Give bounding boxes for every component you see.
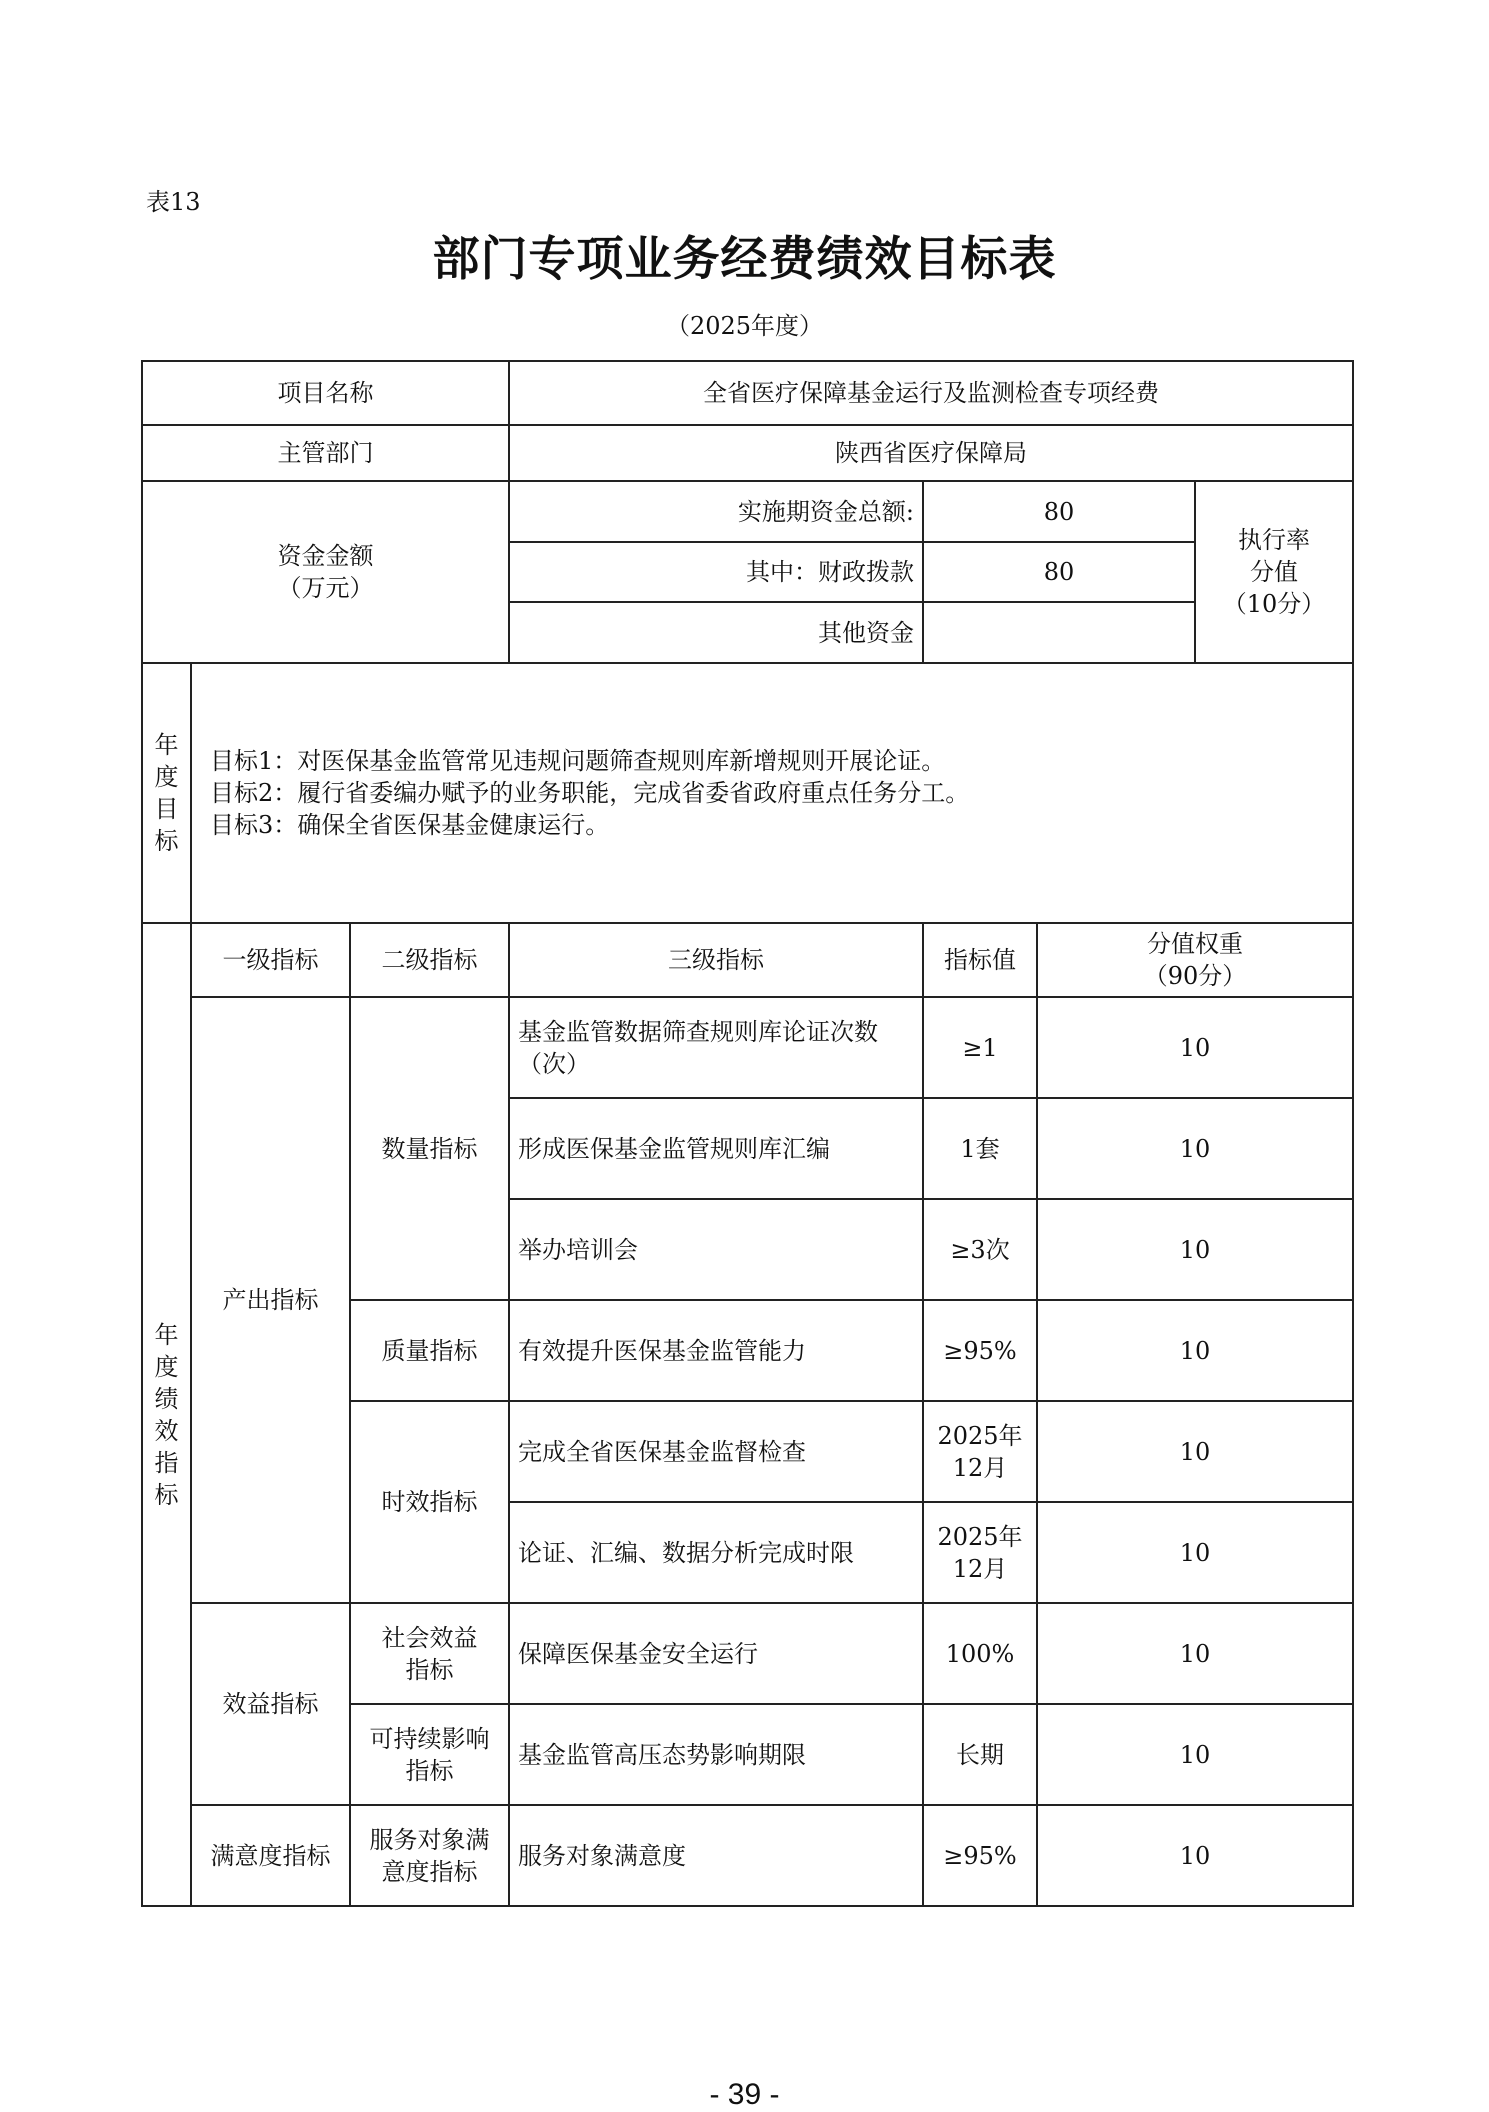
indicator-value xyxy=(923,1401,1037,1502)
funds-label xyxy=(142,481,509,663)
group-satisfaction: 满意度指标 xyxy=(191,1805,350,1906)
indicator-name: 服务对象满意度 xyxy=(509,1805,923,1906)
subgroup-timeliness: 时效指标 xyxy=(350,1401,509,1603)
indicator-score: 10 xyxy=(1037,1704,1353,1805)
project-name-row xyxy=(142,361,1353,425)
subgroup-sustain xyxy=(350,1704,509,1805)
goal-item: 目标2：履行省委编办赋予的业务职能，完成省委省政府重点任务分工。 xyxy=(210,779,970,807)
funds-fiscal-label: 其中：财政拨款 xyxy=(509,542,923,602)
department-row xyxy=(142,425,1353,481)
indicator-score: 10 xyxy=(1037,1098,1353,1199)
header-level2: 二级指标 xyxy=(350,923,509,997)
indicator-name: 基金监管数据筛查规则库论证次数（次） xyxy=(509,997,923,1098)
execution-rate-score xyxy=(1195,481,1353,663)
indicator-name: 论证、汇编、数据分析完成时限 xyxy=(509,1502,923,1603)
indicator-score: 10 xyxy=(1037,1300,1353,1401)
indicator-value-year: 2025年 xyxy=(937,1522,1023,1551)
indicator-value-year: 2025年 xyxy=(937,1421,1023,1450)
header-weight xyxy=(1037,923,1353,997)
annual-goal-content xyxy=(191,663,1353,923)
group-output: 产出指标 xyxy=(191,997,350,1603)
indicator-header-row xyxy=(142,923,1353,997)
department-value: 陕西省医疗保障局 xyxy=(509,425,1353,481)
header-level1: 一级指标 xyxy=(191,923,350,997)
indicator-score: 10 xyxy=(1037,997,1353,1098)
table-row xyxy=(142,1603,1353,1704)
department-label: 主管部门 xyxy=(142,425,509,481)
goal-item: 目标3：确保全省医保基金健康运行。 xyxy=(210,811,610,839)
table-row xyxy=(142,1805,1353,1906)
indicator-score: 10 xyxy=(1037,1805,1353,1906)
funds-other-value xyxy=(923,602,1195,663)
funds-other-label: 其他资金 xyxy=(509,602,923,663)
annual-goal-label: 年度目标 xyxy=(142,663,191,923)
indicator-name: 形成医保基金监管规则库汇编 xyxy=(509,1098,923,1199)
indicator-score: 10 xyxy=(1037,1199,1353,1300)
indicator-name: 有效提升医保基金监管能力 xyxy=(509,1300,923,1401)
header-value: 指标值 xyxy=(923,923,1037,997)
table-row xyxy=(142,997,1353,1098)
indicator-score: 10 xyxy=(1037,1603,1353,1704)
project-name-value: 全省医疗保障基金运行及监测检查专项经费 xyxy=(509,361,1353,425)
group-benefit: 效益指标 xyxy=(191,1603,350,1805)
project-name-label: 项目名称 xyxy=(142,361,509,425)
subgroup-social-line2: 指标 xyxy=(405,1655,454,1684)
funds-fiscal-value: 80 xyxy=(923,542,1195,602)
score-label: 分值 xyxy=(1250,558,1299,586)
indicator-value: ≥3次 xyxy=(923,1199,1037,1300)
subgroup-quality: 质量指标 xyxy=(350,1300,509,1401)
subgroup-social-line1: 社会效益 xyxy=(381,1623,478,1652)
funds-total-row xyxy=(142,481,1353,542)
indicator-value xyxy=(923,1502,1037,1603)
annual-goal-row xyxy=(142,663,1353,923)
funds-label-text: 资金金额 xyxy=(277,542,374,570)
annual-indicator-label: 年度绩效指标 xyxy=(142,923,191,1906)
document-title: 部门专项业务经费绩效目标表 xyxy=(432,232,1057,287)
indicator-value: ≥95% xyxy=(923,1805,1037,1906)
indicator-value: ≥1 xyxy=(923,997,1037,1098)
indicator-value: ≥95% xyxy=(923,1300,1037,1401)
subgroup-quantity: 数量指标 xyxy=(350,997,509,1300)
funds-total-value: 80 xyxy=(923,481,1195,542)
subgroup-social xyxy=(350,1603,509,1704)
indicator-value-month: 12月 xyxy=(952,1453,1008,1482)
subgroup-sustain-line2: 指标 xyxy=(405,1756,454,1785)
performance-target-table xyxy=(141,360,1354,1907)
funds-total-label: 实施期资金总额: xyxy=(509,481,923,542)
header-weight-points: （90分） xyxy=(1143,962,1247,990)
indicator-value: 100% xyxy=(923,1603,1037,1704)
header-level3: 三级指标 xyxy=(509,923,923,997)
page-number: - 39 - xyxy=(709,2078,780,2111)
indicator-name: 保障医保基金安全运行 xyxy=(509,1603,923,1704)
score-points: （10分） xyxy=(1222,590,1326,618)
header-weight-label: 分值权重 xyxy=(1147,930,1244,958)
indicator-value: 长期 xyxy=(923,1704,1037,1805)
subgroup-sustain-line1: 可持续影响 xyxy=(369,1724,490,1753)
subgroup-service xyxy=(350,1805,509,1906)
funds-unit: （万元） xyxy=(277,574,374,602)
table-number-label: 表13 xyxy=(146,188,201,216)
subgroup-service-line1: 服务对象满 xyxy=(369,1825,490,1854)
indicator-score: 10 xyxy=(1037,1502,1353,1603)
indicator-value: 1套 xyxy=(923,1098,1037,1199)
subgroup-service-line2: 意度指标 xyxy=(381,1857,478,1886)
indicator-name: 举办培训会 xyxy=(509,1199,923,1300)
fiscal-year: （2025年度） xyxy=(665,312,824,340)
indicator-name: 完成全省医保基金监督检查 xyxy=(509,1401,923,1502)
indicator-value-month: 12月 xyxy=(952,1554,1008,1583)
goal-item: 目标1：对医保基金监管常见违规问题筛查规则库新增规则开展论证。 xyxy=(210,747,946,775)
execution-rate-label: 执行率 xyxy=(1238,526,1311,554)
indicator-score: 10 xyxy=(1037,1401,1353,1502)
indicator-name: 基金监管高压态势影响期限 xyxy=(509,1704,923,1805)
